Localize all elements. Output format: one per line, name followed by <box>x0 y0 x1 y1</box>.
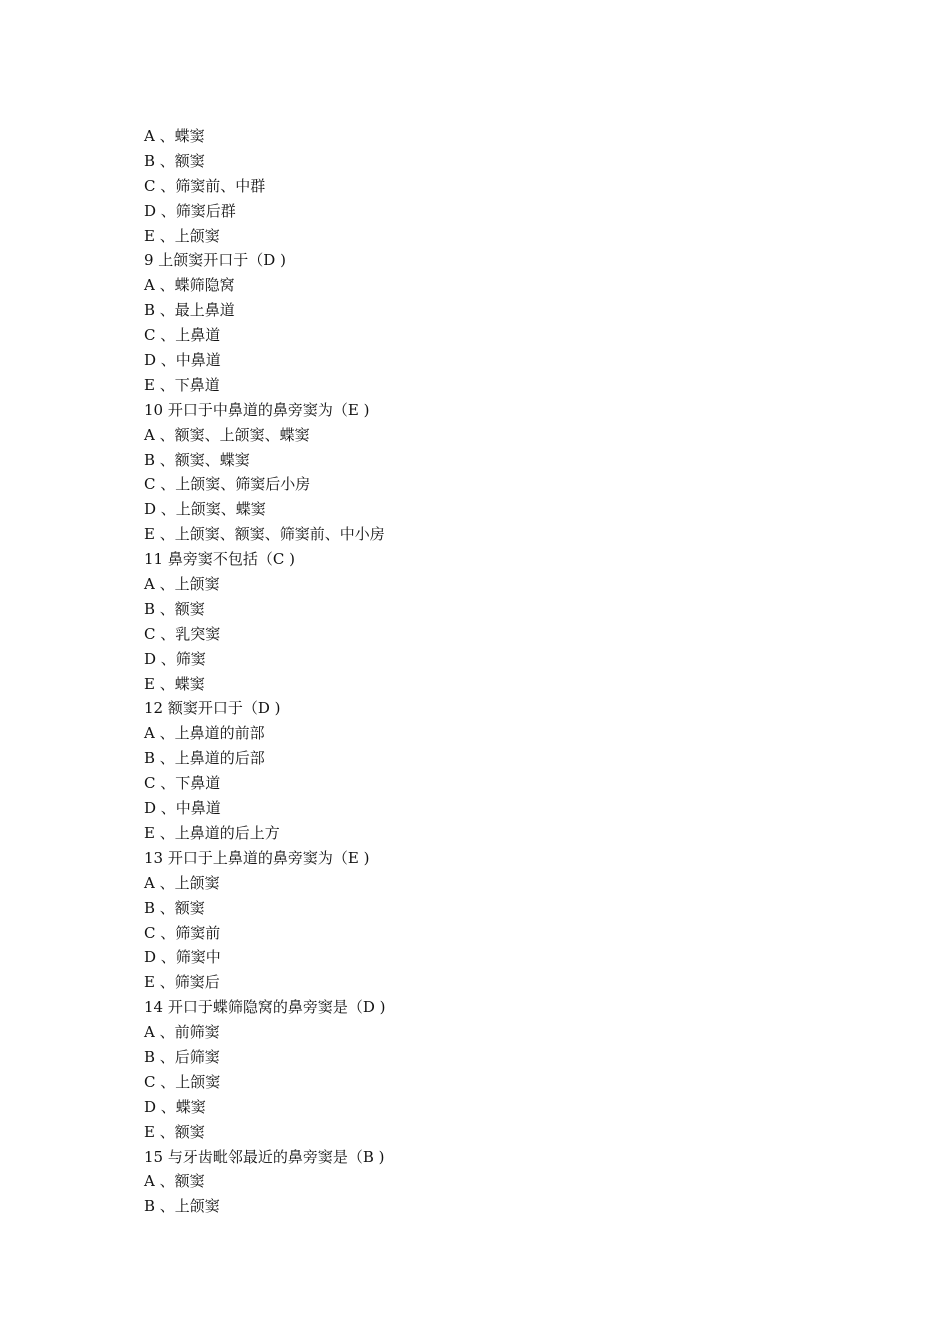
question-line: 10 开口于中鼻道的鼻旁窦为（E ) <box>144 400 370 419</box>
option-line: C 、乳突窦 <box>144 624 221 643</box>
option-line: A 、上颌窦 <box>144 575 220 594</box>
option-line: D 、筛窦中 <box>144 948 221 967</box>
option-line: C 、筛窦前、中群 <box>144 176 266 195</box>
option-line: B 、上颌窦 <box>144 1197 220 1216</box>
option-line: D 、筛窦后群 <box>144 201 236 220</box>
option-line: C 、上鼻道 <box>144 326 221 345</box>
option-line: A 、前筛窦 <box>144 1023 220 1042</box>
option-line: A 、上颌窦 <box>144 873 220 892</box>
option-line: E 、上颌窦、额窦、筛窦前、中小房 <box>144 525 385 544</box>
question-line: 14 开口于蝶筛隐窝的鼻旁窦是（D ) <box>144 998 386 1017</box>
option-line: B 、上鼻道的后部 <box>144 749 265 768</box>
option-line: E 、下鼻道 <box>144 375 220 394</box>
option-line: D 、中鼻道 <box>144 351 221 370</box>
option-line: C 、下鼻道 <box>144 774 221 793</box>
option-line: A 、蝶窦 <box>144 127 205 145</box>
option-line: A 、额窦 <box>144 1172 205 1191</box>
option-line: E 、上颌窦 <box>144 226 220 245</box>
option-line: B 、额窦 <box>144 599 205 618</box>
option-line: D 、筛窦 <box>144 649 206 668</box>
question-line: 13 开口于上鼻道的鼻旁窦为（E ) <box>144 848 370 867</box>
option-line: B 、最上鼻道 <box>144 301 235 320</box>
document-page <box>144 124 844 1219</box>
option-line: B 、额窦 <box>144 151 205 170</box>
option-line: E 、蝶窦 <box>144 674 205 693</box>
option-line: B 、额窦、蝶窦 <box>144 450 250 469</box>
option-line: C 、上颌窦 <box>144 1072 221 1091</box>
question-line: 9 上颌窦开口于（D ) <box>144 251 286 270</box>
option-line: C 、筛窦前 <box>144 923 221 942</box>
option-line: E 、上鼻道的后上方 <box>144 823 280 842</box>
option-line: A 、上鼻道的前部 <box>144 724 265 743</box>
option-line: C 、上颌窦、筛窦后小房 <box>144 475 311 494</box>
option-line: D 、蝶窦 <box>144 1097 206 1116</box>
option-line: E 、额窦 <box>144 1122 205 1141</box>
option-line: B 、额窦 <box>144 898 205 917</box>
option-line: D 、上颌窦、蝶窦 <box>144 500 266 519</box>
option-line: D 、中鼻道 <box>144 799 221 818</box>
question-line: 12 额窦开口于（D ) <box>144 699 281 718</box>
option-line: E 、筛窦后 <box>144 973 220 992</box>
question-line: 11 鼻旁窦不包括（C ) <box>144 550 295 569</box>
option-line: B 、后筛窦 <box>144 1047 220 1066</box>
option-line: A 、额窦、上颌窦、蝶窦 <box>144 425 310 444</box>
option-line: A 、蝶筛隐窝 <box>144 276 235 295</box>
question-line: 15 与牙齿毗邻最近的鼻旁窦是（B ) <box>144 1147 385 1166</box>
